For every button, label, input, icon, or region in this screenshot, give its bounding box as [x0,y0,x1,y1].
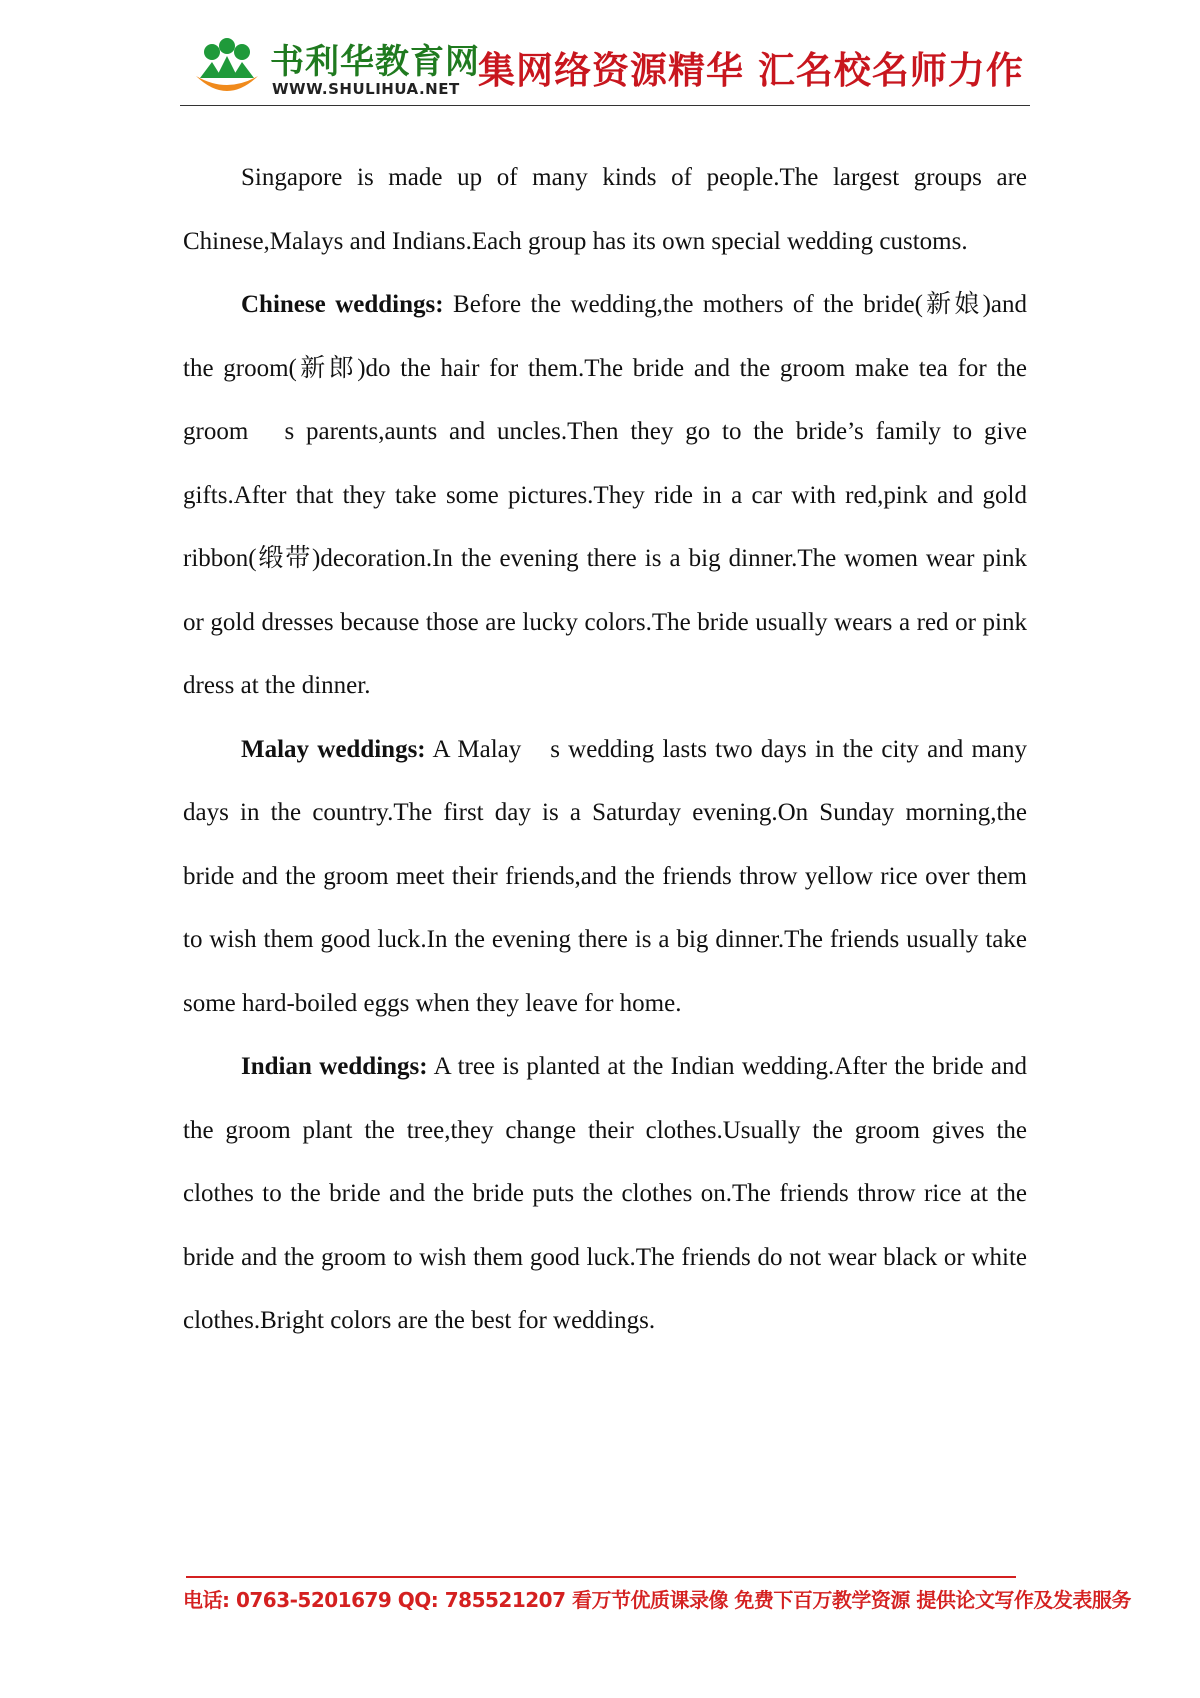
section-malay-weddings [183,718,1027,1036]
brand-name: 书利华教育网 [270,42,480,82]
header-divider [180,105,1030,106]
section-heading: Indian weddings: [241,1053,428,1080]
intro-paragraph: Singapore is made up of many kinds of people.The largest groups are Chinese,Malays and Indians.Each group has its own special wedding customs. [183,164,1027,255]
section-indian-weddings [183,1035,1027,1353]
section-heading: Chinese weddings: [241,291,444,318]
logo-icon [192,36,262,102]
section-text: A Malay s wedding lasts two days in the city and many days in the country.The first day is a Saturday evening.On Sunday morning,the bride and the groom meet their friends,and the friends throw yellow rice over them to wish them good luck.In the evening there is a big dinner.The friends usually take some hard-boiled eggs when they leave for home. [183,735,1028,1017]
section-heading: Malay weddings: [241,735,426,763]
section-text: Before the wedding,the mothers of the bride(新娘)and the groom(新郎)do the hair for them.The bride and the groom make tea for the groom s parents,aunts and uncles.Then they go to the bride’s family to give gifts.After that they take some pictures.They ride in a car with red,pink and gold ribbon(缎带)decoration.In the evening there is a big dinner.The women wear pink or gold dresses because those are lucky colors.The bride usually wears a red or pink dress at the dinner. [183,291,1027,699]
section-chinese-weddings [183,273,1027,718]
section-text: A tree is planted at the Indian wedding.After the bride and the groom plant the tree,they change their clothes.Usually the groom gives the clothes to the bride and the bride puts the clothes on.The friends throw rice at the bride and the groom to wish them good luck.The friends do not wear black or white clothes.Bright colors are the best for weddings. [183,1053,1028,1334]
brand-url: WWW.SHULIHUA.NET [272,80,460,98]
header-slogan: 集网络资源精华 汇名校名师力作 [478,49,1024,92]
footer-contact: 电话: 0763-5201679 QQ: 785521207 看万节优质课录像 免费下百万教学资源 提供论文写作及发表服务 [183,1588,1131,1612]
article-body [183,146,1027,1353]
footer-divider [186,1576,1016,1578]
page-header [180,28,1030,106]
